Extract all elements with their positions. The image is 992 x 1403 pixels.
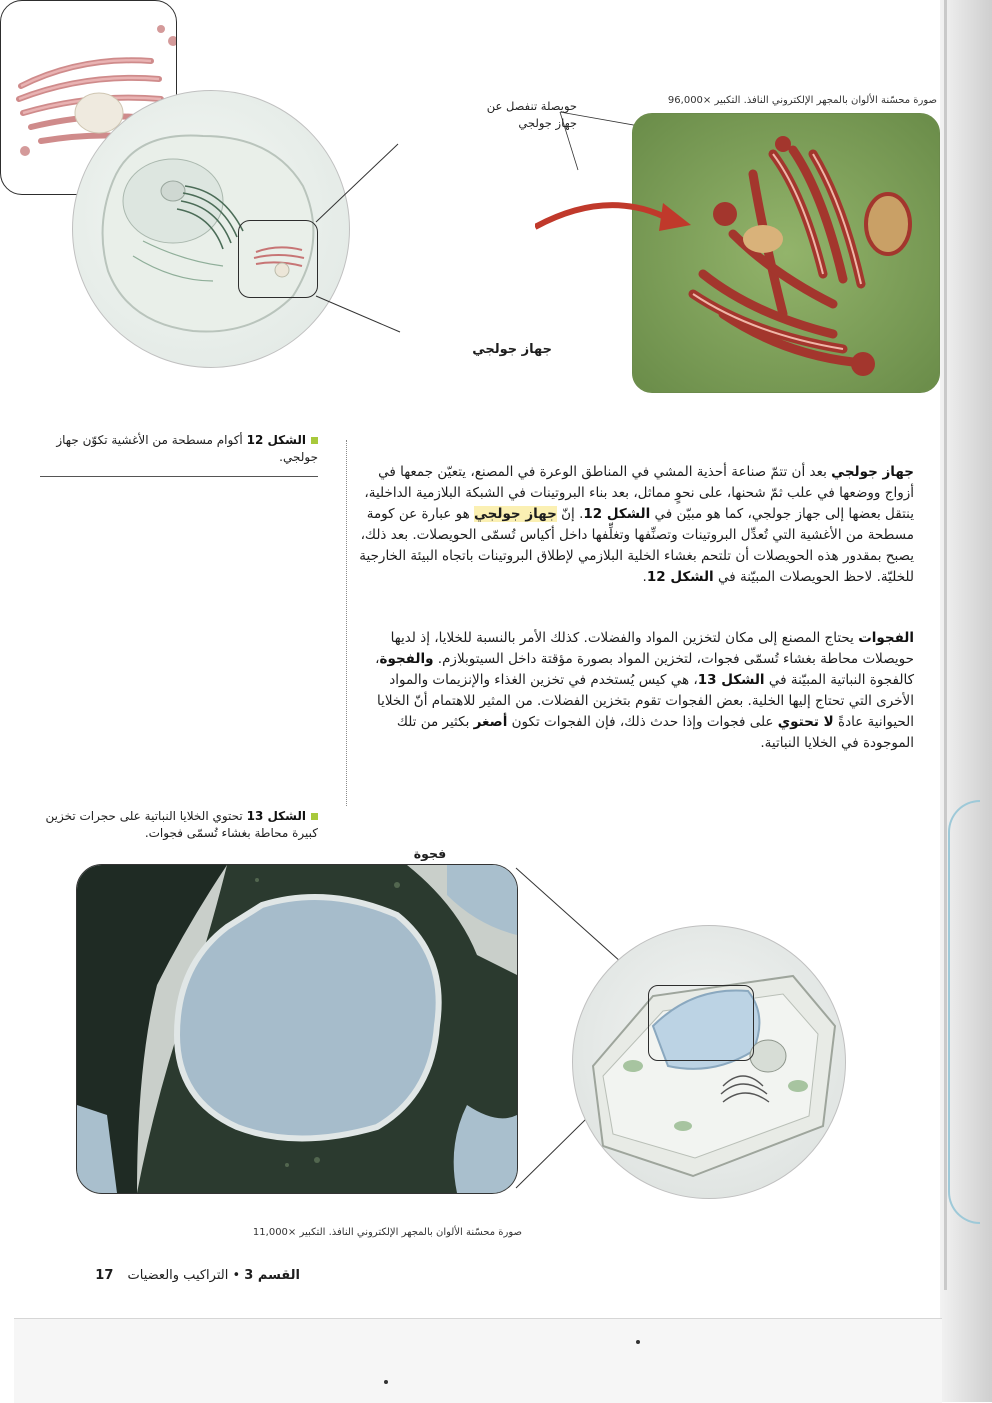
golgi-micrograph-caption: صورة محسّنة الألوان بالمجهر الإلكتروني النافذ. التكبير ×96,000 [667,95,937,106]
vacuole-text-e: بكثير من تلك الموجودة في الخلايا النباتية. [396,714,914,751]
figure-12-number: الشكل 12 [246,433,306,447]
smaller-phrase: أصغر [473,714,508,730]
figure-13-caption [40,808,318,842]
vacuole-text-d: على فجوات وإذا حدث ذلك، فإن الفجوات تكون [507,714,778,730]
figure-13-number: الشكل 13 [246,809,306,823]
vacuole-label: فجوة [413,846,447,861]
page-dot [384,1380,388,1384]
golgi-text-d: . [642,569,647,585]
figure-12-reference: الشكل 12 [583,506,651,522]
footer-separator: • [232,1268,241,1283]
figure-13-caption-text: تحتوي الخلايا النباتية على حجرات تخزين كبيرة محاطة بغشاء تُسمّى فجوات. [45,809,318,840]
golgi-keyword: جهاز جولجي [474,506,557,522]
golgi-mini-drawing [248,230,310,286]
caption-divider [40,476,318,477]
zoom-arrow [535,195,695,245]
vesicle-label: حويصلة تنفصل عن جهاز جولجي [486,99,577,130]
vacuole-micrograph [76,864,518,1194]
vacuole-micrograph-caption: صورة محسّنة الألوان بالمجهر الإلكتروني النافذ. التكبير ×11,000 [252,1227,522,1238]
page-footer [40,1268,300,1283]
vacuole-text-c: ، هي كيس يُستخدم في تخزين الغذاء والإنزيمات والمواد الأخرى التي تحتاج إليها الخلية. بعض الفجوات تقوم بتخزين الفضلات. من المثير للاهتمام أنّ الخلايا الحيوانية عادةً [376,672,914,730]
footer-section: القسم 3 [244,1268,300,1283]
figure-12-caption-text: أكوام مسطحة من الأغشية تكوّن جهاز جولجي. [56,433,318,464]
caption-bullet-icon [311,813,318,820]
golgi-paragraph [356,462,914,588]
golgi-text-b: . إنّ [556,506,584,522]
golgi-apparatus-label: جهاز جولجي [472,342,552,357]
vacuole-text-b: ، كالفجوة النباتية المبيّنة في [375,651,914,688]
golgi-term: جهاز جولجي [831,464,914,480]
footer-title: التراكيب والعضيات [127,1268,229,1283]
golgi-text-a: بعد أن تتمّ صناعة أحذية المشي في المناطق الوعرة في المصنع، يتعيّن جمعها في أزواج ووضعها في علب ثمّ شحنها، على نحوٍ مماثل، بعد بناء البروتينات في الشبكة البلازمية الداخلية، ينتقل بعضها إلى جهاز جولجي، كما هو مبيّن في [364,464,914,522]
vacuole-selection-box [648,985,754,1061]
vacuole-keyword: والفجوة [379,651,434,667]
vacuoles-term: الفجوات [858,630,914,646]
vacuole-paragraph [356,628,914,754]
caption-bullet-icon [311,437,318,444]
plant-cell-illustration [572,925,846,1199]
page-dot [636,1340,640,1344]
figure-12-caption [40,432,318,466]
page-number: 17 [95,1268,114,1283]
figure-12-reference-2: الشكل 12 [646,569,714,585]
golgi-text-c: هو عبارة عن كومة مسطحة من الأغشية التي تُعدِّل البروتينات وتصنِّفها وتغلِّفها داخل أكياس تُسمّى الحويصلات. بعد ذلك، يصبح بمقدور هذه الحويصلات أن تلتحم بغشاء الخلية البلازمي لإطلاق البروتينات باتجاه البيئة الخارجية للخليّة. لاحظ الحويصلات المبيّنة في [359,506,914,585]
golgi-micrograph [632,113,940,393]
figure-13-reference: الشكل 13 [697,672,765,688]
column-divider [346,440,347,806]
vacuole-text-a: يحتاج المصنع إلى مكان لتخزين المواد والفضلات. كذلك الأمر بالنسبة للخلايا، إذ لديها حويصلات محاطة بغشاء تُسمّى فجوات، لتخزين المواد بصورة مؤقتة داخل السيتوبلازم. [390,630,914,667]
not-contain-phrase: لا تحتوي [777,714,834,730]
